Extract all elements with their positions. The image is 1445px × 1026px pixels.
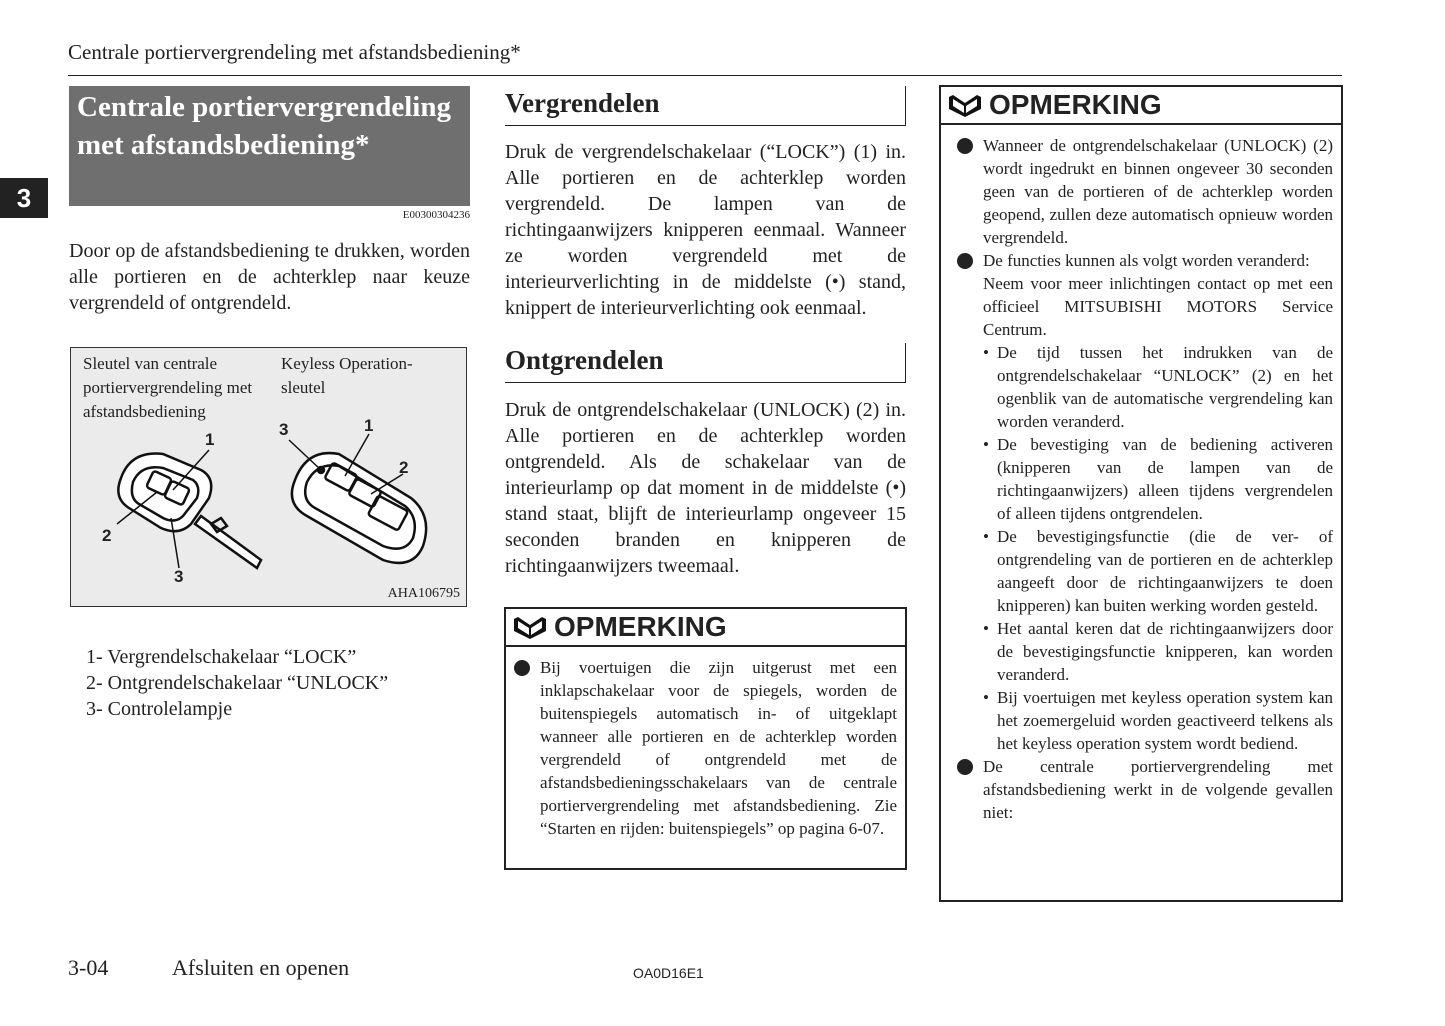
figure-code: AHA106795 bbox=[387, 586, 460, 601]
note-bullet-content bbox=[983, 249, 1333, 755]
unlock-paragraph: Druk de ontgrendelschakelaar (UNLOCK) (2) in. Alle portieren en de achterklep worden ontgrendeld. Als de schakelaar van de interieurlamp op dat moment in de middelste (•) stand staat, blijft de interieurlamp ongeveer 15 seconden branden en knipperen de richtingaanwijzers tweemaal. bbox=[505, 399, 906, 577]
note-subitem: • Bij voertuigen met keyless operation system kan het zoemergeluid worden geactiveerd telkens als het keyless operation system wordt bediend. bbox=[983, 688, 1333, 753]
note-book-icon bbox=[512, 613, 548, 641]
note-bullet-text: De centrale portiervergrendeling met afstandsbediening werkt in de volgende gevallen niet: bbox=[983, 757, 1333, 822]
note-subitem: • De tijd tussen het indrukken van de ontgrendelschakelaar “UNLOCK” (2) en het ogenblik van de automatische vergrendeling kan worden veranderd. bbox=[983, 343, 1333, 431]
chapter-tab: 3 bbox=[0, 178, 48, 218]
figure-number-3-keyless: 3 bbox=[279, 420, 289, 439]
note-box-right bbox=[939, 85, 1343, 902]
note-body bbox=[941, 125, 1341, 824]
bullet-dot-icon bbox=[957, 253, 973, 269]
footer-section-name: Afsluiten en openen bbox=[172, 955, 350, 980]
section-title: Centrale portiervergrendeling met afstandsbediening* bbox=[69, 86, 470, 206]
note-bullet bbox=[957, 134, 1333, 249]
figure-number-2: 2 bbox=[102, 526, 112, 545]
key-figure bbox=[70, 347, 467, 607]
note-book-icon bbox=[947, 91, 983, 119]
legend-item: 1- Vergrendelschakelaar “LOCK” bbox=[86, 646, 357, 668]
note-body bbox=[506, 647, 905, 840]
note-title: OPMERKING bbox=[554, 611, 727, 642]
note-subitem: • De bevestiging van de bediening activeren (knipperen van de lampen van de richtingaanwijzers) alleen tijdens vergrendelen of alleen tijdens ontgrendelen. bbox=[983, 435, 1333, 523]
legend-item: 2- Ontgrendelschakelaar “UNLOCK” bbox=[86, 672, 389, 694]
figure-label-remote: Sleutel van centrale portiervergrendeling met afstandsbediening bbox=[83, 354, 253, 421]
note-title: OPMERKING bbox=[989, 89, 1162, 120]
bullet-dot-icon bbox=[957, 759, 973, 775]
page-number: 3-04 bbox=[68, 955, 109, 980]
figure-number-1-keyless: 1 bbox=[364, 416, 374, 435]
figure-label-keyless: Keyless Operation-sleutel bbox=[281, 354, 413, 397]
note-box-middle bbox=[504, 607, 907, 870]
note-header bbox=[941, 87, 1341, 125]
note-bullet bbox=[957, 755, 1333, 824]
intro-paragraph: Door op de afstandsbediening te drukken, worden alle portieren en de achterklep naar keuze vergrendeld of ontgrendeld. bbox=[69, 240, 470, 314]
note-bullet-text: Bij voertuigen die zijn uitgerust met een inklapschakelaar voor de spiegels, worden de buitenspiegels automatisch in- of uitgeklapt wanneer alle portieren en de achterklep worden vergrendeld of ontgrendeld met de afstandsbedieningsschakelaars van de centrale portiervergrendeling met afstandsbediening. Zie “Starten en rijden: buitenspiegels” op pagina 6-07. bbox=[540, 658, 897, 838]
figure-legend bbox=[86, 644, 388, 722]
note-subitem: • De bevestigingsfunctie (die de ver- of ontgrendeling van de portieren en de achterklep aangeeft door de richtingaanwijzers te doen knipperen) kan buiten werking worden gesteld. bbox=[983, 527, 1333, 615]
note-bullet-text: De functies kunnen als volgt worden veranderd: bbox=[983, 251, 1310, 270]
legend-item: 3- Controlelampje bbox=[86, 698, 233, 720]
figure-number-1: 1 bbox=[205, 430, 215, 449]
lock-paragraph: Druk de vergrendelschakelaar (“LOCK”) (1) in. Alle portieren en de achterklep worden vergrendeld. De lampen van de richtingaanwijzers knipperen eenmaal. Wanneer ze worden vergrendeld met de interieurverlichting in de middelste (•) stand, knippert de interieurverlichting ook eenmaal. bbox=[505, 141, 906, 319]
figure-number-3: 3 bbox=[174, 567, 184, 586]
note-bullet bbox=[514, 656, 897, 840]
note-header bbox=[506, 609, 905, 647]
footer-code: OA0D16E1 bbox=[633, 965, 704, 981]
header-rule bbox=[68, 75, 1342, 76]
note-bullet-text: Wanneer de ontgrendelschakelaar (UNLOCK) (2) wordt ingedrukt en binnen ongeveer 30 seconden geen van de portieren of de achterklep worden geopend, zullen deze automatisch opnieuw worden vergrendeld. bbox=[983, 136, 1333, 247]
figure-number-2-keyless: 2 bbox=[399, 458, 409, 477]
note-bullet bbox=[957, 249, 1333, 755]
running-header: Centrale portiervergrendeling met afstandsbediening* bbox=[68, 40, 521, 64]
unlock-heading: Ontgrendelen bbox=[505, 343, 906, 383]
note-bullet-extra: Neem voor meer inlichtingen contact op met een officieel MITSUBISHI MOTORS Service Centrum. bbox=[983, 274, 1333, 339]
bullet-dot-icon bbox=[514, 660, 530, 676]
note-subitem: • Het aantal keren dat de richtingaanwijzers door de bevestigingsfunctie knipperen, kan worden veranderd. bbox=[983, 619, 1333, 684]
lock-heading: Vergrendelen bbox=[505, 86, 906, 126]
bullet-dot-icon bbox=[957, 138, 973, 154]
doc-code: E00300304236 bbox=[402, 209, 470, 221]
